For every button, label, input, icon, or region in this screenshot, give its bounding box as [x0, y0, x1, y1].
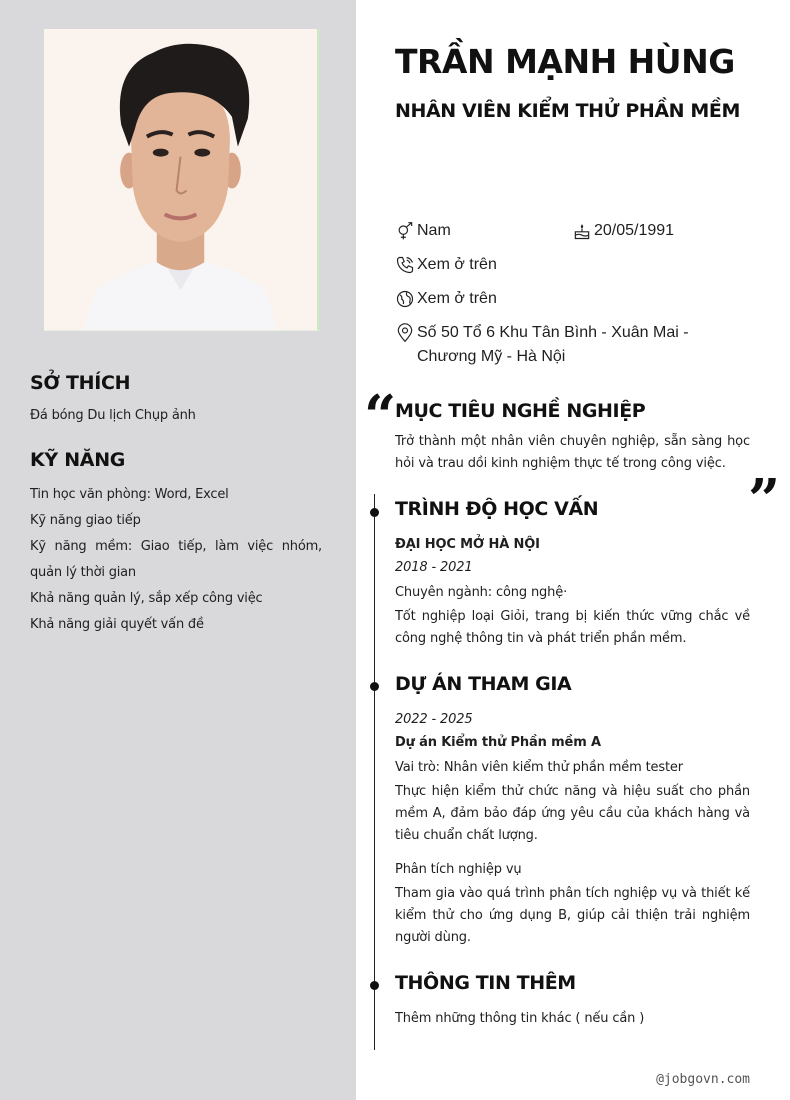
education-major: Chuyên ngành: công nghệ·	[395, 585, 568, 600]
close-quote-icon: ”	[748, 467, 781, 533]
sidebar	[0, 0, 356, 1100]
project-name: Dự án Kiểm thử Phần mềm A	[395, 735, 601, 750]
timeline-dot	[370, 682, 379, 691]
profile-photo	[44, 29, 320, 331]
website-value: Xem ở trên	[417, 290, 497, 307]
skill-item: Khả năng quản lý, sắp xếp công việc	[30, 591, 263, 606]
skills-section	[30, 449, 322, 638]
website-row	[395, 287, 497, 311]
job-title: NHÂN VIÊN KIỂM THỬ PHẦN MỀM	[395, 100, 740, 122]
location-pin-icon	[395, 323, 415, 343]
globe-icon	[395, 289, 415, 309]
timeline-dot	[370, 508, 379, 517]
candidate-name: TRẦN MẠNH HÙNG	[395, 42, 735, 81]
footer-watermark: @jobgovn.com	[656, 1072, 750, 1087]
objective-text: Trở thành một nhân viên chuyên nghiệp, sẵn sàng học hỏi và trau dồi kinh nghiệm thực tế trong công việc.	[395, 434, 750, 471]
birthday-row	[572, 219, 674, 243]
skill-item: Kỹ năng giao tiếp	[30, 513, 141, 528]
extra-title: THÔNG TIN THÊM	[395, 972, 576, 994]
project-description: Thực hiện kiểm thử chức năng và hiệu suất cho phần mềm A, đảm bảo đáp ứng yêu cầu của khách hàng và tiêu chuẩn chất lượng.	[395, 784, 750, 843]
phone-value: Xem ở trên	[417, 256, 497, 273]
education-title: TRÌNH ĐỘ HỌC VẤN	[395, 498, 599, 520]
project-role: Vai trò: Nhân viên kiểm thử phần mềm tester	[395, 760, 683, 775]
objective-title: MỤC TIÊU NGHỀ NGHIỆP	[395, 400, 646, 422]
skill-item: Tin học văn phòng: Word, Excel	[30, 487, 229, 502]
education-description: Tốt nghiệp loại Giỏi, trang bị kiến thức vững chắc về công nghệ thông tin và phát triển phần mềm.	[395, 609, 750, 646]
portrait-image	[44, 29, 317, 330]
project-period: 2022 - 2025	[395, 712, 473, 727]
skills-title: KỸ NĂNG	[30, 449, 126, 471]
phone-icon	[395, 255, 415, 275]
main-column	[356, 0, 790, 1100]
hobbies-title: SỞ THÍCH	[30, 372, 131, 394]
gender-row	[395, 219, 451, 243]
timeline-line	[374, 494, 375, 1050]
gender-icon	[395, 221, 415, 241]
hobbies-text: Đá bóng Du lịch Chụp ảnh	[30, 408, 196, 423]
projects-title: DỰ ÁN THAM GIA	[395, 673, 572, 695]
cake-icon	[572, 221, 592, 241]
extra-text: Thêm những thông tin khác ( nếu cần )	[395, 1011, 645, 1026]
project-sub-description: Tham gia vào quá trình phân tích nghiệp vụ và thiết kế kiểm thử cho ứng dụng B, giúp cải thiện trải nghiệm người dùng.	[395, 886, 750, 945]
birthday-value: 20/05/1991	[594, 222, 675, 239]
phone-row	[395, 253, 497, 277]
skill-item: Khả năng giải quyết vấn đề	[30, 617, 204, 632]
timeline-dot	[370, 981, 379, 990]
skills-list	[30, 482, 322, 638]
education-period: 2018 - 2021	[395, 560, 473, 575]
hobbies-section	[30, 372, 322, 423]
project-sub-title: Phân tích nghiệp vụ	[395, 862, 522, 877]
gender-value: Nam	[417, 222, 451, 239]
skill-item: Kỹ năng mềm: Giao tiếp, làm việc nhóm, quản lý thời gian	[30, 539, 322, 580]
address-value: Số 50 Tổ 6 Khu Tân Bình - Xuân Mai - Chương Mỹ - Hà Nội	[417, 324, 689, 365]
open-quote-icon: “	[364, 383, 397, 449]
school-name: ĐẠI HỌC MỞ HÀ NỘI	[395, 537, 540, 552]
address-row	[395, 321, 750, 369]
